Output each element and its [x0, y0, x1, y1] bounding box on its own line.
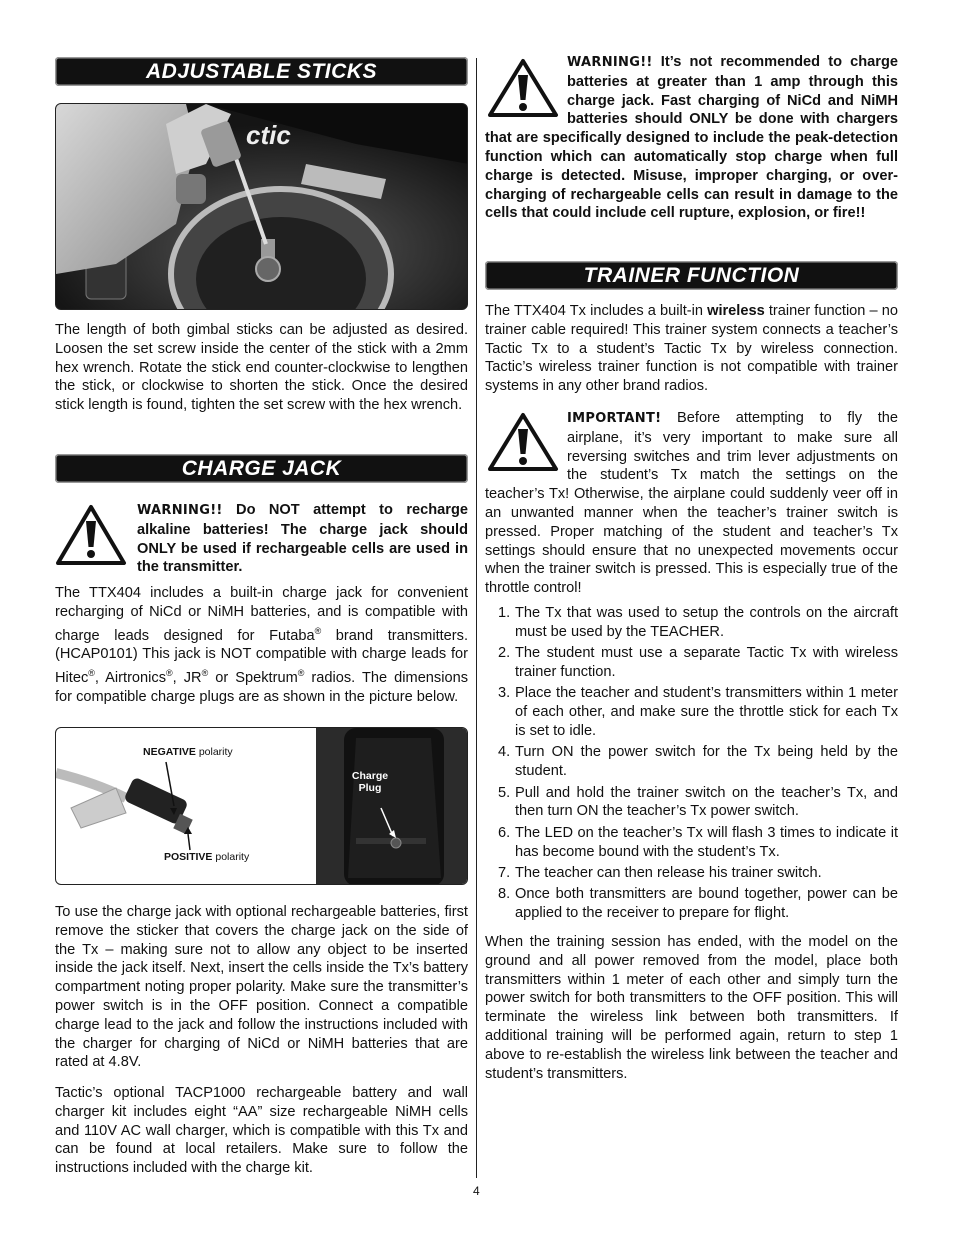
text-span: The TTX404 includes a built-in charge jack for convenient recharging of NiCd or NiMH batteries, and is compatible with charge leads designed for Futaba	[55, 585, 468, 644]
charge-jack-warning-text: Do NOT attempt to recharge alkaline batteries! The charge jack should ONLY be used if rechargeable cells are used in the transmitter.	[137, 502, 468, 576]
adjustable-sticks-photo	[55, 103, 468, 310]
important-text: Before attempting to fly the airplane, it’s very important to make sure all reversing switches and trim lever adjustments on the student’s Tx match the settings on the teacher’s Tx! Otherwise, the airplane could suddenly veer off in an unwanted manner when the teacher’s trainer switch is pressed. Proper matching of the student and teacher’s Tx settings should ensure that no unexpected movements occur when the trainer switch is pressed. This is especially true of the throttle control!	[485, 410, 898, 597]
important-lead: IMPORTANT!	[567, 411, 662, 426]
positive-polarity-label	[164, 851, 249, 863]
text-span: radios. The dimensions for compatible charge plugs are as shown in the picture below.	[55, 669, 468, 705]
charge-plug-illustration	[56, 728, 468, 885]
step-text: Turn ON the power switch for the Tx being held by the student.	[515, 744, 898, 780]
text-span: , Airtronics	[94, 669, 166, 686]
step-text: Place the teacher and student’s transmitters within 1 meter of each other, and make sure the throttle stick for each Tx is set to idle.	[515, 685, 898, 739]
trainer-steps-list	[498, 604, 898, 926]
step-number: 8.	[498, 886, 511, 903]
step-text: The student must use a separate Tactic Tx with wireless trainer function.	[515, 645, 898, 680]
svg-text:ctic: ctic	[246, 120, 291, 150]
registered-mark: ®	[314, 625, 322, 636]
float-spacer	[485, 53, 567, 127]
trainer-intro	[485, 302, 898, 396]
text-span: trainer function – no trainer cable required! This trainer system connects a teacher’s Tactic Tx to a student’s Tactic Tx by wireless connection. Tactic’s wireless trainer function is not compatible with trainer systems in any other brand radios.	[485, 303, 898, 395]
charge-jack-body-2: To use the charge jack with optional rechargeable batteries, first remove the sticker that covers the charge jack on the side of the Tx – making sure not to allow any object to be inserted inside the jack itself. Next, insert the cells inside the Tx’s battery compartment noting proper polarity. Make sure the transmitter’s power switch is in the OFF position. Connect a compatible charge lead to the jack and follow the instructions included with the charger for charging of NiCd or NiMH batteries that are rated at 4.8V.	[55, 904, 468, 1071]
text-span: brand transmitters. (HCAP0101) This jack is NOT compatible with charge leads for Hitec	[55, 627, 469, 686]
list-item	[498, 644, 898, 682]
list-item	[498, 784, 898, 822]
step-text: Once both transmitters are bound together, power can be applied to the receiver to prepare for flight.	[515, 886, 898, 922]
transmitter-stick-illustration	[56, 104, 468, 310]
text-span: or Spektrum	[208, 669, 298, 686]
charge-plug-label	[348, 770, 392, 794]
wireless-bold: wireless	[707, 303, 765, 319]
list-item	[498, 864, 898, 883]
step-number: 5.	[498, 784, 511, 801]
adjustable-sticks-title: ADJUSTABLE STICKS	[146, 59, 377, 83]
step-text: The LED on the teacher’s Tx will flash 3 times to indicate it has become bound with the student’s Tx.	[515, 824, 898, 860]
charge-jack-warning	[137, 501, 468, 577]
charge-jack-header	[55, 454, 468, 483]
charge-plug-photo	[55, 727, 468, 885]
list-item	[498, 743, 898, 781]
warning-triangle-icon	[55, 503, 127, 567]
important-notice	[485, 409, 898, 598]
text-span: , JR	[172, 669, 202, 686]
column-divider	[476, 58, 477, 1178]
step-text: Pull and hold the trainer switch on the teacher’s Tx, and then turn ON the teacher’s Tx power switch.	[515, 784, 898, 820]
registered-mark: ®	[88, 668, 95, 679]
list-item	[498, 824, 898, 862]
step-number: 3.	[498, 685, 511, 702]
list-item	[498, 684, 898, 740]
trainer-function-header	[485, 261, 898, 290]
charge-jack-body-3: Tactic’s optional TACP1000 rechargeable battery and wall charger kit includes eight “AA” size rechargeable NiMH cells and 110V AC wall charger, which is compatible with this Tx and can be found at local retailers. Make sure to follow the instructions included with the charge kit.	[55, 1085, 468, 1177]
step-number: 6.	[498, 824, 511, 841]
charge-jack-body-1	[55, 584, 468, 707]
float-spacer	[485, 409, 567, 483]
charge-jack-warning-lead: WARNING!!	[137, 503, 223, 518]
list-item	[498, 604, 898, 642]
list-item	[498, 885, 898, 923]
adjustable-sticks-body: The length of both gimbal sticks can be adjusted as desired. Loosen the set screw inside the center of the stick with a 2mm hex wrench. Rotate the stick end counter-clockwise to lengthen the stick, or clockwise to shorten the stick. Once the desired stick length is found, tighten the set screw with the hex wrench.	[55, 322, 468, 414]
step-text: The teacher can then release his trainer switch.	[515, 864, 822, 881]
trainer-function-title: TRAINER FUNCTION	[583, 263, 800, 287]
label-rest: polarity	[212, 851, 250, 863]
adjustable-sticks-header	[55, 57, 468, 86]
top-charge-warning	[485, 53, 898, 223]
text-span: The TTX404 Tx includes a built-in	[485, 303, 708, 319]
trainer-closing: When the training session has ended, with the model on the ground and all power removed from the model, place both transmitters within 1 meter of each other and simply turn the power switch for both transmitters to the OFF position. This will terminate the wireless link between both transmitters. If additional training will be performed again, return to step 1 above to re-establish the wireless link between the teacher and student’s transmitters.	[485, 934, 898, 1082]
label-line-2: Plug	[358, 782, 382, 794]
charge-jack-title: CHARGE JACK	[181, 456, 342, 480]
top-warning-lead: WARNING!!	[567, 55, 653, 70]
step-number: 1.	[498, 605, 511, 621]
label-bold: NEGATIVE	[143, 746, 196, 758]
step-text: The Tx that was used to setup the controls on the aircraft must be used by the TEACHER.	[515, 605, 898, 640]
step-number: 2.	[498, 645, 511, 662]
step-number: 7.	[498, 864, 511, 881]
step-number: 4.	[498, 744, 511, 761]
label-bold: POSITIVE	[164, 851, 213, 863]
label-rest: polarity	[195, 746, 233, 758]
label-line-1: Charge	[351, 770, 389, 782]
page-number: 4	[473, 1184, 480, 1198]
registered-mark: ®	[201, 668, 209, 679]
negative-polarity-label	[143, 746, 233, 758]
registered-mark: ®	[297, 668, 305, 679]
registered-mark: ®	[166, 668, 173, 679]
top-warning-text: It’s not recommended to charge batteries at greater than 1 amp through this charge jack. Fast charging of NiCd and NiMH batteries should ONLY be done with chargers that are specifically designed to include the peak-detection function which can automatically stop charge when full charge is detected. Misuse, improper charging, or over-charging of rechargeable cells can result in damage to the cells that could include cell rupture, explosion, or fire!!	[485, 54, 898, 222]
